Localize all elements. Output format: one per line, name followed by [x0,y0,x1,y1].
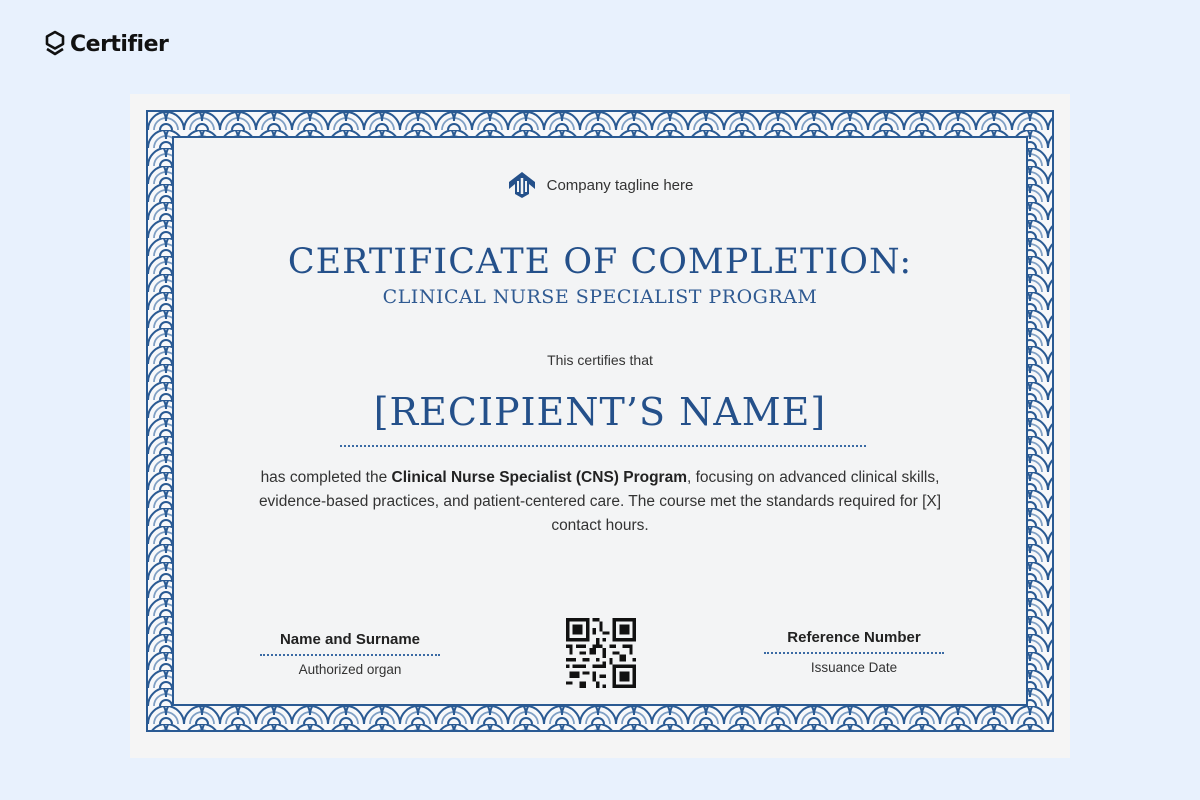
company-header [174,170,1026,200]
reference-number: Reference Number [764,629,944,654]
signature-right [764,629,944,675]
issuance-date: Issuance Date [810,660,898,675]
body-text-part2: , focusing on advanced clinical skills, evidence-based practices, and patient-centered care. The course met the standards required for [X] contact hours. [258,469,942,534]
signature-left [260,631,440,677]
signer-role: Authorized organ [298,662,402,677]
certificate-title: CERTIFICATE OF COMPLETION: [287,242,913,282]
certificate-subtitle: CLINICAL NURSE SPECIALIST PROGRAM [382,286,818,308]
certificate-card [130,94,1070,758]
recipient-name: [RECIPIENT’S NAME] [373,390,827,434]
certificate-border [146,110,1054,732]
certificate-body [234,466,966,538]
certificate-inner-panel [172,136,1028,706]
brand-name: Certifier [70,31,169,57]
certifies-text: This certifies that [547,352,653,368]
signer-name: Name and Surname [260,631,440,656]
qr-code-icon [566,618,636,688]
body-text-part1: has completed the [260,469,392,486]
company-arrows-logo-icon [507,170,537,200]
recipient-dotted-line [340,445,866,447]
brand-logo [44,30,168,58]
company-tagline: Company tagline here [546,176,694,194]
certifier-shield-icon [44,30,66,58]
program-name: Clinical Nurse Specialist (CNS) Program [391,469,687,486]
